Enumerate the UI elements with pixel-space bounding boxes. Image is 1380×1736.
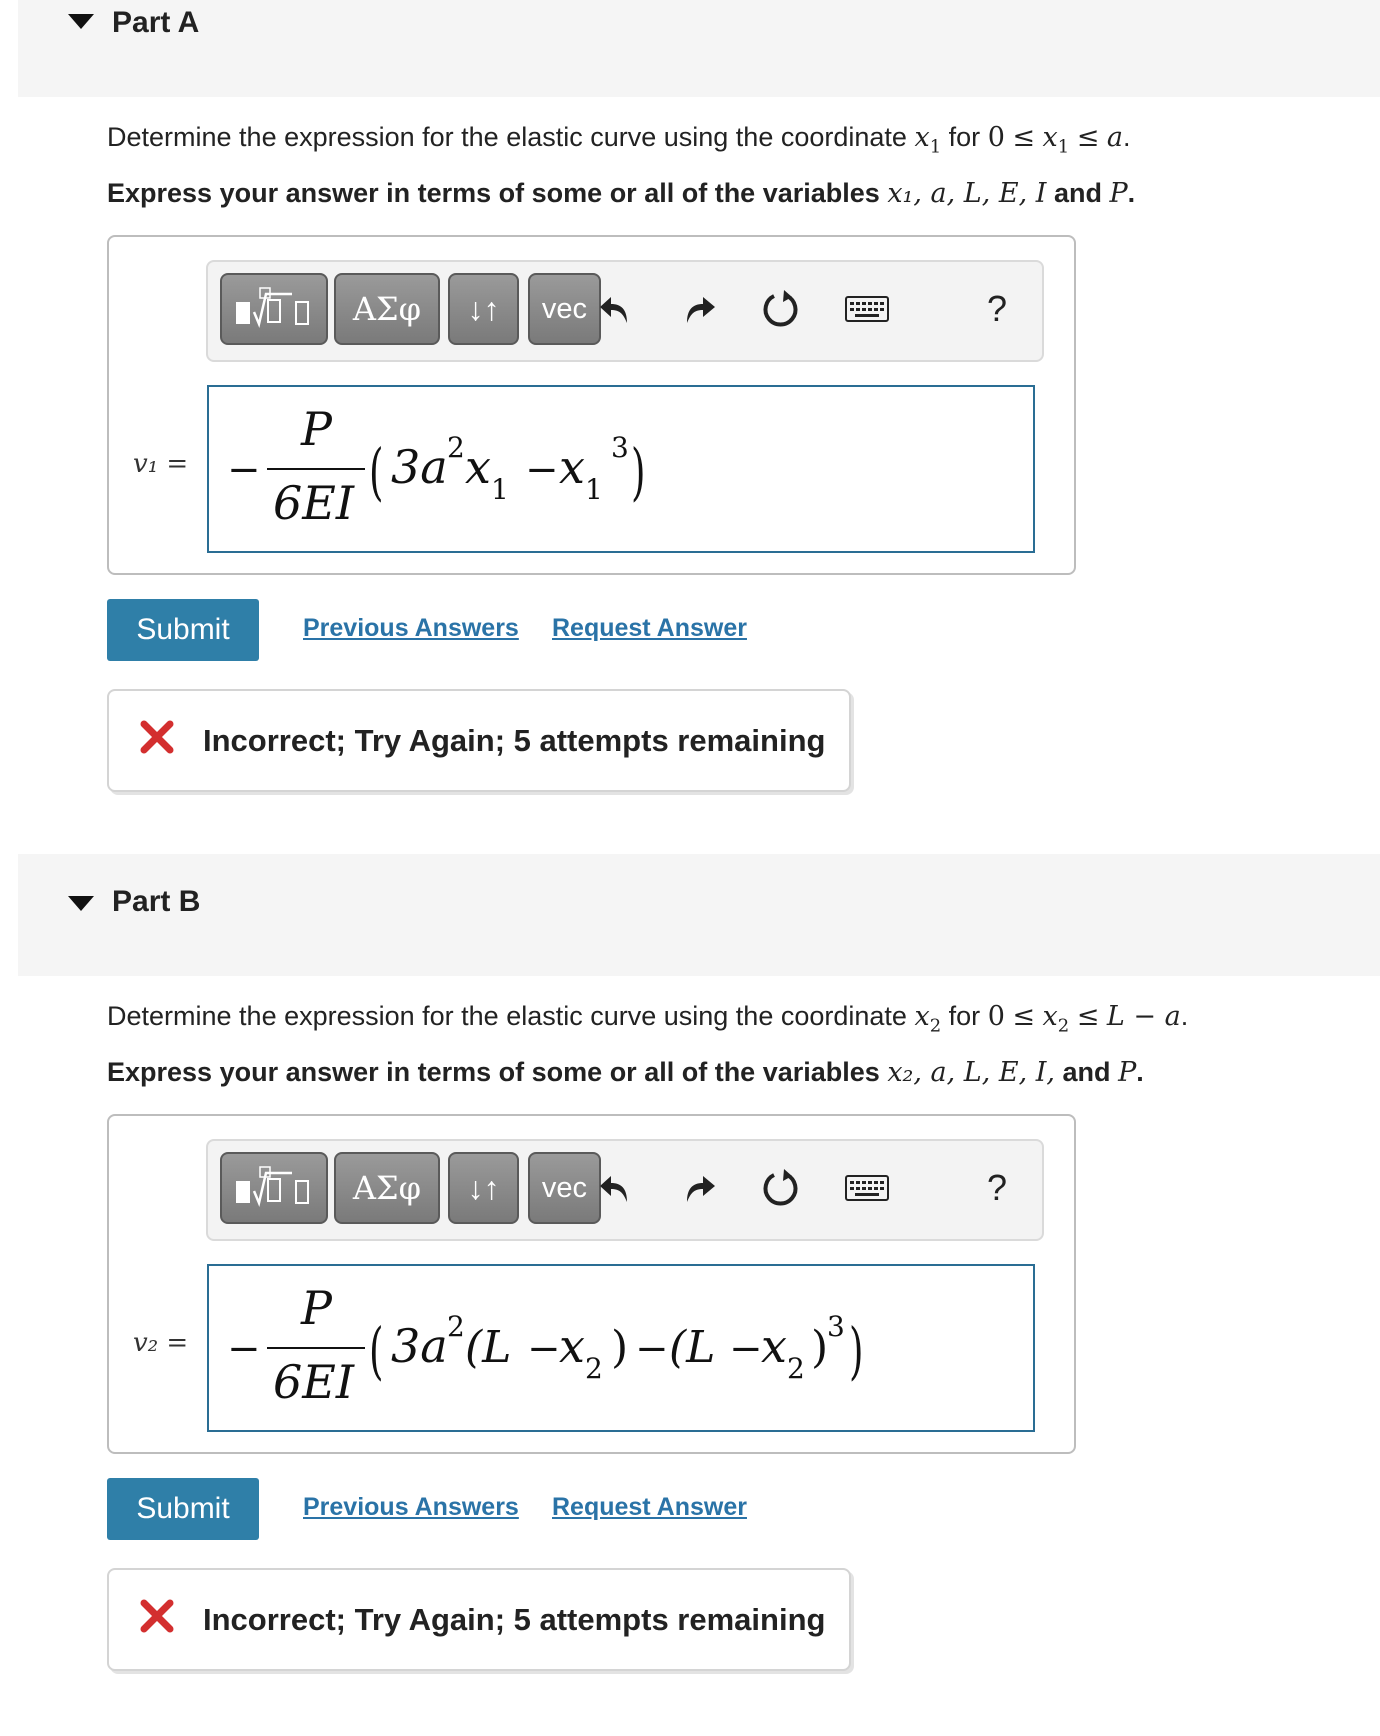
expr-term2-exp: 3 xyxy=(611,431,629,464)
error-x-icon xyxy=(139,719,175,755)
expr-term1-coef: 3a xyxy=(391,1319,448,1373)
help-icon[interactable]: ? xyxy=(986,1167,1008,1208)
part-a-instruction: Express your answer in terms of some or all of the variables x₁, a, L, E, I and P. xyxy=(107,178,1136,209)
expr-inner2-exp: 3 xyxy=(827,1310,845,1343)
undo-icon[interactable] xyxy=(590,282,644,336)
expr-close-paren: ) xyxy=(631,437,646,509)
feedback-box xyxy=(107,1568,851,1671)
greek-symbols-button[interactable]: ΑΣφ xyxy=(334,1152,440,1224)
collapse-caret-icon[interactable] xyxy=(68,14,94,29)
math-toolbar xyxy=(206,1139,1044,1241)
templates-button[interactable] xyxy=(220,273,328,345)
expr-term1-var: x xyxy=(465,440,491,494)
expr-inner2-var: x xyxy=(761,1319,787,1373)
feedback-text: Incorrect; Try Again; 5 attempts remaining xyxy=(203,723,826,758)
expr-inner1-var: x xyxy=(559,1319,585,1373)
expr-term1-exp: 2 xyxy=(447,1310,465,1343)
part-a-question: Determine the expression for the elastic curve using the coordinate $x_1$ for $0 \le x_1 \le a$. xyxy=(107,122,1131,158)
expr-open-paren: ( xyxy=(369,1316,384,1388)
help-icon[interactable]: ? xyxy=(986,288,1008,329)
redo-icon[interactable] xyxy=(672,1161,726,1215)
expr-term1-coef: 3a xyxy=(391,440,448,494)
keyboard-icon[interactable] xyxy=(840,1161,894,1215)
arrows-button[interactable]: ↓↑ xyxy=(448,273,519,345)
answer-variable-label: v₁ = xyxy=(133,449,189,479)
answer-variable-label: v₂ = xyxy=(133,1328,189,1358)
request-answer-link[interactable]: Request Answer xyxy=(552,614,747,642)
templates-button[interactable] xyxy=(220,1152,328,1224)
expr-term2-var: x xyxy=(559,440,585,494)
feedback-text: Incorrect; Try Again; 5 attempts remaining xyxy=(203,1602,826,1637)
expr-term1-exp: 2 xyxy=(447,431,465,464)
error-x-icon xyxy=(139,1598,175,1634)
expr-inner1-sub: 2 xyxy=(585,1352,603,1385)
reset-icon[interactable] xyxy=(754,1161,808,1215)
part-b-answer-box xyxy=(107,1114,1076,1454)
reset-icon[interactable] xyxy=(754,282,808,336)
templates-icon xyxy=(232,284,316,334)
answer-input[interactable] xyxy=(207,385,1035,553)
vector-button[interactable]: vec xyxy=(528,273,601,345)
answer-input[interactable] xyxy=(207,1264,1035,1432)
greek-symbols-button[interactable]: ΑΣφ xyxy=(334,273,440,345)
expr-inner2-close: ) xyxy=(811,1322,829,1373)
keyboard-icon[interactable] xyxy=(840,282,894,336)
expr-sign: − xyxy=(227,447,261,493)
request-answer-link[interactable]: Request Answer xyxy=(552,1493,747,1521)
expr-numerator: P xyxy=(301,402,332,456)
math-toolbar xyxy=(206,260,1044,362)
feedback-box xyxy=(107,689,851,792)
expr-numerator: P xyxy=(301,1281,332,1335)
expr-minus: − xyxy=(525,447,559,493)
collapse-caret-icon[interactable] xyxy=(68,896,94,911)
submit-button[interactable]: Submit xyxy=(107,599,259,661)
answer-expression xyxy=(209,387,1033,551)
expr-term2-sub: 1 xyxy=(585,473,603,506)
previous-answers-link[interactable]: Previous Answers xyxy=(303,1493,519,1521)
expr-inner1-close: ) xyxy=(611,1322,629,1373)
redo-icon[interactable] xyxy=(672,282,726,336)
part-b-title: Part B xyxy=(112,885,201,918)
expr-denominator: 6EI xyxy=(273,476,355,530)
part-a-title: Part A xyxy=(112,6,200,39)
expr-sign: − xyxy=(227,1326,261,1372)
expr-inner2-minus: − xyxy=(729,1326,763,1372)
part-b-question: Determine the expression for the elastic curve using the coordinate $x_2$ for $0 \le x_2 \le L - a$. xyxy=(107,1001,1189,1037)
part-a-answer-box xyxy=(107,235,1076,575)
expr-open-paren: ( xyxy=(369,437,384,509)
expr-denominator: 6EI xyxy=(273,1355,355,1409)
expr-close-paren: ) xyxy=(849,1316,864,1388)
part-a-header[interactable] xyxy=(18,0,1380,97)
previous-answers-link[interactable]: Previous Answers xyxy=(303,614,519,642)
part-b-instruction: Express your answer in terms of some or all of the variables x₂, a, L, E, I, and P. xyxy=(107,1057,1144,1088)
answer-expression xyxy=(209,1266,1033,1430)
arrows-button[interactable]: ↓↑ xyxy=(448,1152,519,1224)
templates-icon xyxy=(232,1163,316,1213)
expr-inner2-open: (L xyxy=(669,1322,716,1373)
vector-button[interactable]: vec xyxy=(528,1152,601,1224)
expr-inner1-minus: − xyxy=(527,1326,561,1372)
part-b-header[interactable] xyxy=(18,854,1380,976)
submit-button[interactable]: Submit xyxy=(107,1478,259,1540)
expr-term1-sub: 1 xyxy=(491,473,509,506)
expr-minus: − xyxy=(635,1326,669,1372)
undo-icon[interactable] xyxy=(590,1161,644,1215)
expr-inner2-sub: 2 xyxy=(787,1352,805,1385)
expr-inner1-open: (L xyxy=(465,1322,512,1373)
